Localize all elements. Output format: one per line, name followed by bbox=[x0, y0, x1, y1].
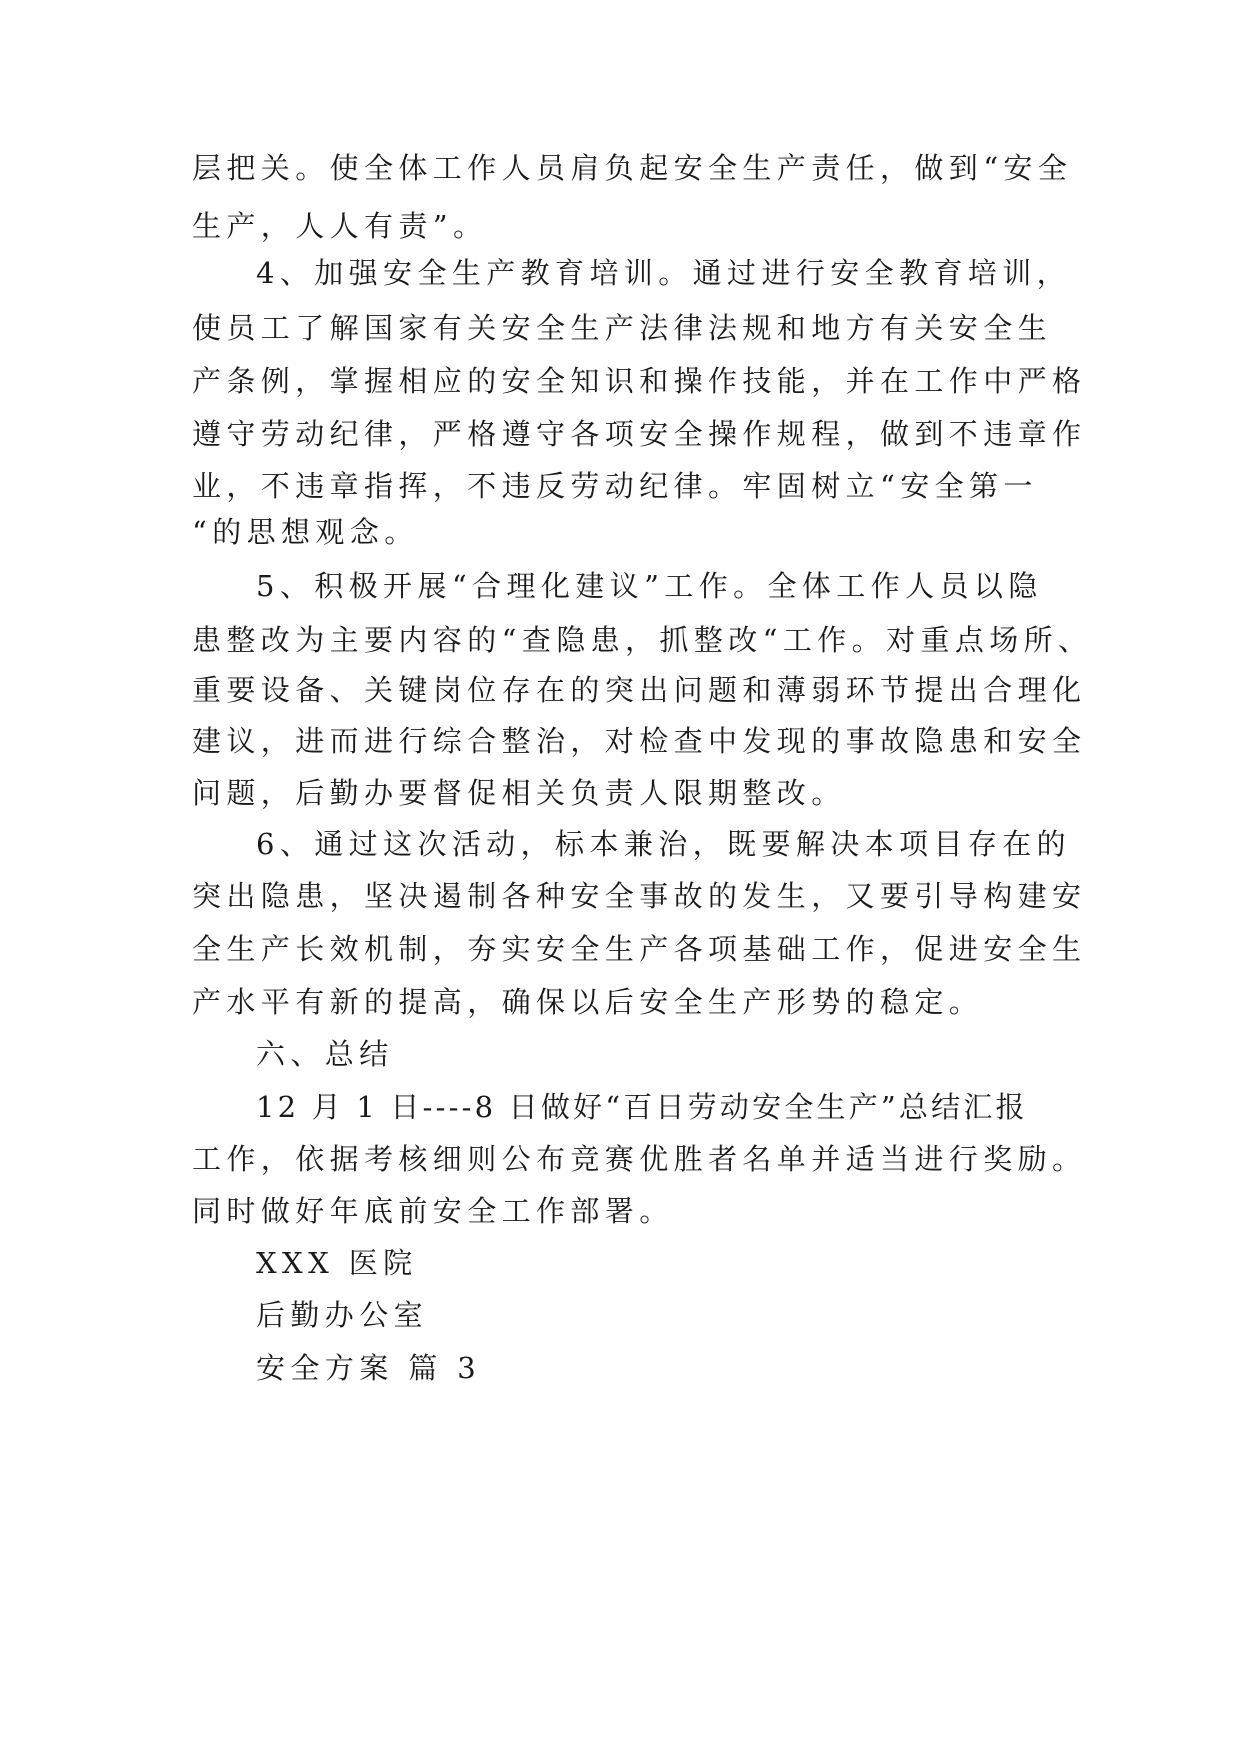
paragraph-summary-start: 12 月 1 日----8 日做好“百日劳动安全生产”总结汇报 bbox=[256, 1090, 1028, 1124]
paragraph-4-start: 4、加强安全生产教育培训。通过进行安全教育培训， bbox=[256, 256, 1072, 290]
paragraph-5-start: 5、积极开展“合理化建议”工作。全体工作人员以隐 bbox=[256, 569, 1043, 603]
text-line: 建议，进而进行综合整治，对检查中发现的事故隐患和安全 bbox=[192, 724, 1087, 758]
text-line: 全生产长效机制，夯实安全生产各项基础工作，促进安全生 bbox=[192, 932, 1087, 966]
text-line: 使员工了解国家有关安全生产法律法规和地方有关安全生 bbox=[192, 311, 1053, 345]
section-heading-summary: 六、总结 bbox=[256, 1037, 394, 1071]
text-line: 患整改为主要内容的“查隐患，抓整改“工作。对重点场所、 bbox=[192, 623, 1093, 657]
text-line: 业，不违章指挥，不违反劳动纪律。牢固树立“安全第一 bbox=[192, 469, 1038, 503]
text-line: 生产，人人有责”。 bbox=[192, 209, 488, 243]
text-line: 重要设备、关键岗位存在的突出问题和薄弱环节提出合理化 bbox=[192, 673, 1087, 707]
text-line: 遵守劳动纪律，严格遵守各项安全操作规程，做到不违章作 bbox=[192, 417, 1087, 451]
text-line: 突出隐患，坚决遏制各种安全事故的发生，又要引导构建安 bbox=[192, 879, 1087, 913]
text-line: 层把关。使全体工作人员肩负起安全生产责任，做到“安全 bbox=[192, 151, 1073, 185]
text-line: 产水平有新的提高，确保以后安全生产形势的稳定。 bbox=[192, 985, 984, 1019]
signature-hospital: XXX 医院 bbox=[256, 1246, 418, 1280]
paragraph-6-start: 6、通过这次活动，标本兼治，既要解决本项目存在的 bbox=[256, 827, 1072, 861]
text-line: 同时做好年底前安全工作部署。 bbox=[192, 1194, 674, 1228]
text-line: “的思想观念。 bbox=[192, 515, 419, 549]
text-line: 产条例，掌握相应的安全知识和操作技能，并在工作中严格 bbox=[192, 364, 1087, 398]
next-section-title: 安全方案 篇 3 bbox=[256, 1351, 482, 1385]
text-line: 工作，依据考核细则公布竞赛优胜者名单并适当进行奖励。 bbox=[192, 1142, 1087, 1176]
signature-office: 后勤办公室 bbox=[256, 1298, 429, 1332]
text-line: 问题，后勤办要督促相关负责人限期整改。 bbox=[192, 776, 846, 810]
